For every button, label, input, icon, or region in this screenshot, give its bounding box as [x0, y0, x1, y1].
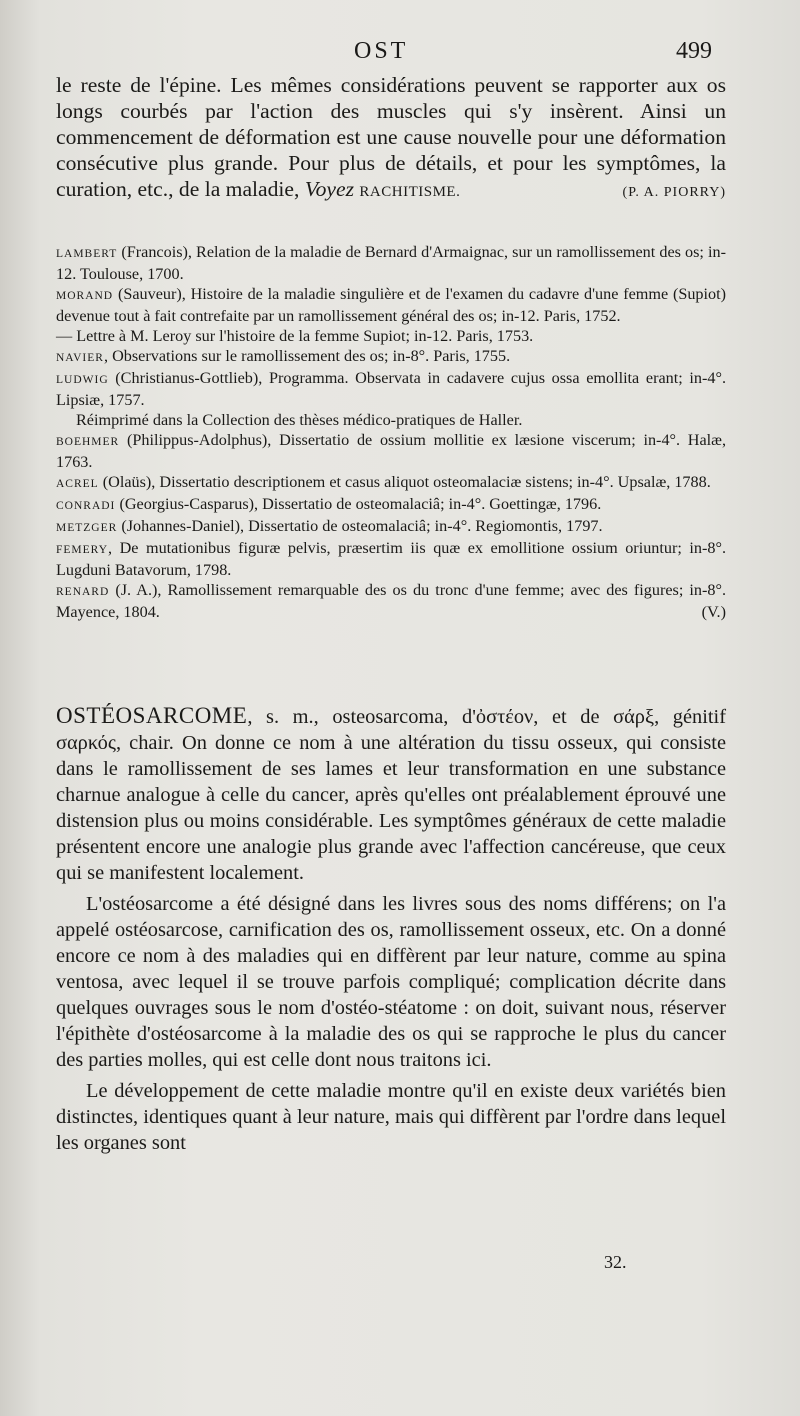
- bibliography-signature: (V.): [701, 603, 726, 621]
- article-paragraph: [56, 703, 726, 886]
- bib-author: LAMBERT: [56, 248, 118, 260]
- printer-signature-mark: 32.: [604, 1252, 627, 1272]
- article-paragraph: L'ostéosarcome a été désigné dans les livres sous des noms différens; on l'a appelé ostéosarcose, carnification des os, ramollissement osseux, etc. On a donné encore ce nom à des maladies qui en diffèrent par leur nature, comme au spina ventosa, avec lequel il se trouve parfois compliqué; complication décrite dans quelques ouvrages sous le nom d'ostéo-stéatome : on doit, suivant nous, réserver l'épithète d'ostéosarcome à la maladie des os qui se rapproche le plus du cancer des parties molles, qui est celle dont nous traitons ici.: [56, 893, 726, 1071]
- bib-author: NAVIER: [56, 352, 104, 364]
- bib-text: (Johannes-Daniel), Dissertatio de osteomalaciâ; in-4°. Regiomontis, 1797.: [121, 517, 603, 535]
- bib-text: (J. A.), Ramollissement remarquable des os du tronc d'une femme; avec des figures; in-8°. Mayence, 1804.: [56, 581, 727, 621]
- page-number: 499: [676, 38, 712, 64]
- bib-text: (Francois), Relation de la maladie de Bernard d'Armaignac, sur un ramollissement des os; in-12. Toulouse, 1700.: [56, 243, 727, 283]
- bibliography-entry: [56, 368, 726, 410]
- bib-text: (Christianus-Gottlieb), Programma. Observata in cadavere cujus ossa emollita erant; in-4°. Lipsiæ, 1757.: [56, 369, 726, 409]
- bib-author: ACREL: [56, 478, 99, 490]
- bibliography-entry: [56, 242, 726, 284]
- paragraph-text: le reste de l'épine. Les mêmes considérations peuvent se rapporter aux os longs courbés par l'action des muscles qui s'y insèrent. Ainsi un commencement de déformation est une cause nouvelle pour une déformation consécutive plus grande. Pour plus de détails, et pour les symptômes, la curation, etc., de la maladie,: [56, 73, 726, 201]
- bib-author: BOEHMER: [56, 436, 120, 448]
- bib-text: (Philippus-Adolphus), Dissertatio de ossium mollitie ex læsione viscerum; in-4°. Halæ, 1763.: [56, 431, 727, 471]
- bibliography-entry: [56, 494, 726, 516]
- bib-author: RENARD: [56, 586, 110, 598]
- bibliography-entry: [56, 516, 726, 538]
- bibliography: [56, 242, 726, 622]
- bib-author: FEMERY: [56, 544, 109, 556]
- bib-text: — Lettre à M. Leroy sur l'histoire de la femme Supiot; in-12. Paris, 1753.: [56, 327, 534, 345]
- bibliography-entry: [56, 346, 726, 368]
- bib-text: (Sauveur), Histoire de la maladie singulière et de l'examen du cadavre d'une femme (Supiot) devenue tout à fait contrefaite par un ramollissement général des os; in-12. Paris, 1752.: [56, 285, 727, 325]
- bibliography-entry: [56, 580, 726, 622]
- bib-text: , De mutationibus figuræ pelvis, præsertim iis quæ ex emollitione ossium oriuntur; in-8°. Lugduni Batavorum, 1798.: [56, 539, 726, 579]
- bib-text: (Olaüs), Dissertatio descriptionem et casus aliquot osteomalaciæ sistens; in-4°. Upsalæ, 1788.: [102, 473, 711, 491]
- bibliography-entry: [56, 284, 726, 326]
- bibliography-entry: [56, 472, 726, 494]
- bibliography-note: [56, 410, 726, 430]
- bib-text: , Observations sur le ramollissement des os; in-8°. Paris, 1755.: [103, 347, 511, 365]
- bibliography-entry: [56, 538, 726, 580]
- bib-text: (Georgius-Casparus), Dissertatio de osteomalaciâ; in-4°. Goettingæ, 1796.: [119, 495, 602, 513]
- cross-reference: RACHITISME.: [359, 184, 461, 200]
- bibliography-entry: [56, 326, 726, 346]
- paragraph-text: , s. m., osteosarcoma, d'ὀστέον, et de σάρξ, génitif σαρκός, chair. On donne ce nom à une altération du tissu osseux, qui consiste dans le ramollissement de ses lames et leur transformation en une substance charnue analogue à celle du cancer, après qu'elles ont préalablement éprouvé une distension plus ou moins considérable. Les symptômes généraux de cette maladie présentent encore une analogie plus grande avec l'affection cancéreuse, que ceux qui se manifestent localement.: [56, 706, 726, 884]
- article-osteosarcome: [56, 703, 726, 1156]
- bib-text: Réimprimé dans la Collection des thèses médico-pratiques de Haller.: [76, 411, 523, 429]
- paragraph-continuation: [56, 72, 726, 206]
- headword: OSTÉOSARCOME: [56, 703, 248, 728]
- running-title: OST: [354, 38, 409, 64]
- author-signature: (P. A. PIORRY): [622, 185, 726, 200]
- bib-author: MORAND: [56, 290, 114, 302]
- voyez-ref: Voyez: [304, 177, 354, 201]
- bibliography-entry: [56, 430, 726, 472]
- bib-author: METZGER: [56, 522, 118, 534]
- article-paragraph: Le développement de cette maladie montre qu'il en existe deux variétés bien distinctes, identiques quant à leur nature, mais qui diffèrent par l'ordre dans lequel les organes sont: [56, 1080, 726, 1154]
- bib-author: LUDWIG: [56, 374, 109, 386]
- bib-author: CONRADI: [56, 500, 116, 512]
